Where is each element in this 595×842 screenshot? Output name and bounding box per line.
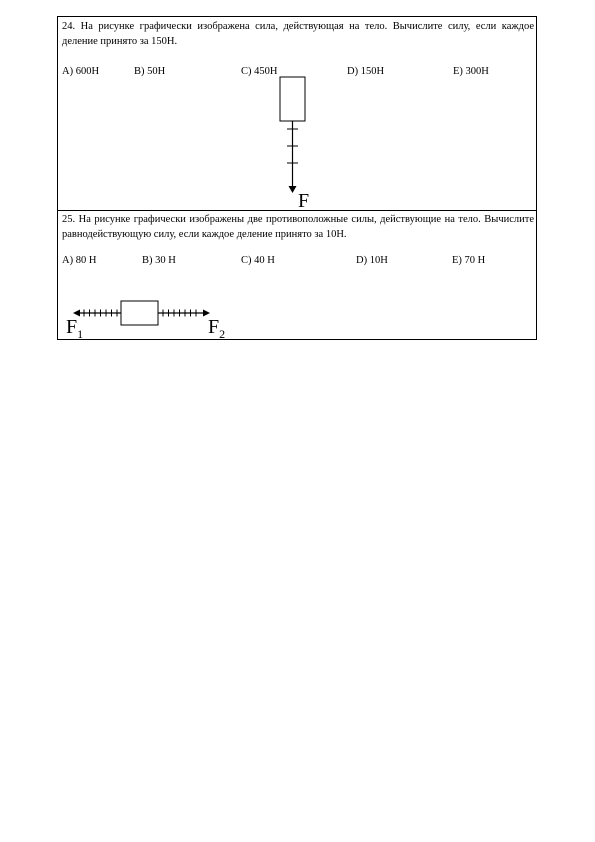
force-label-f1-subscript: 1 (77, 327, 84, 341)
task-25 (58, 211, 536, 339)
task-24-answer-a: A) 600Н (62, 66, 100, 77)
body-block (121, 301, 158, 325)
task-25-answer-c: C) 40 Н (241, 255, 275, 266)
task-25-answer-e: E) 70 Н (452, 255, 486, 266)
task-24-answer-b: B) 50Н (134, 66, 166, 77)
force-label-f1 (66, 316, 83, 341)
body-block (280, 77, 305, 121)
task-24-question: 24. На рисунке графически изображена сила, действующая на тело. Вычислите силу, если каждое деление принято за 150Н. (62, 21, 534, 47)
worksheet-table (57, 16, 537, 340)
task-25-answer-a: A) 80 Н (62, 255, 97, 266)
force-label-f1-letter: F (66, 316, 78, 338)
force-label-f2-letter: F (208, 316, 220, 338)
force-label-f: F (298, 190, 310, 212)
force-diagram-24 (58, 17, 536, 211)
task-25-question: 25. На рисунке графически изображены две противоположные силы, действующие на тело. Вычислите равнодействующую силу, если каждое деление принято за 10Н. (62, 214, 534, 240)
force-label-f2-subscript: 2 (219, 327, 226, 341)
task-25-answer-d: D) 10Н (356, 255, 388, 266)
task-24-answer-c: C) 450Н (241, 66, 278, 77)
task-24-answer-e: E) 300Н (453, 66, 489, 77)
task-24 (58, 17, 536, 211)
force-diagram-25 (58, 211, 536, 339)
force-arrow-head (289, 186, 297, 193)
force-label-f2 (208, 316, 225, 341)
task-24-answer-d: D) 150Н (347, 66, 385, 77)
task-25-answer-b: B) 30 Н (142, 255, 176, 266)
